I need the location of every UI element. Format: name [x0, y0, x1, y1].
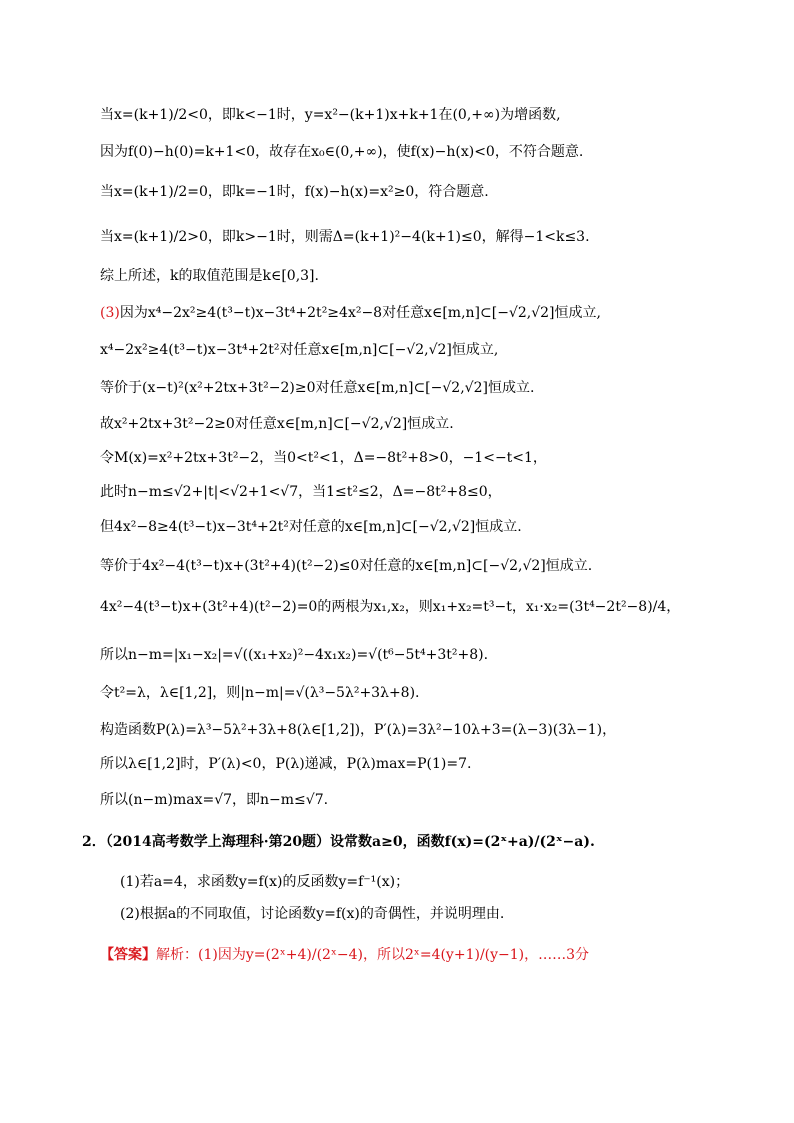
line-16: 令t²=λ，λ∈[1,2]，则|n−m|=√(λ³−5λ²+3λ+8). — [100, 685, 420, 701]
line-9: 故x²+2tx+3t²−2≥0对任意x∈[m,n]⊂[−√2,√2]恒成立. — [100, 416, 454, 432]
line-14: 4x²−4(t³−t)x+(3t²+4)(t²−2)=0的两根为x₁,x₂，则x₁+x₂=t³−t，x₁·x₂=(3t⁴−2t²−8)/4， — [100, 599, 681, 615]
subquestion-2: (2)根据a的不同取值，讨论函数y=f(x)的奇偶性，并说明理由. — [120, 906, 505, 922]
line-4: 当x=(k+1)/2>0，即k>−1时，则需Δ=(k+1)²−4(k+1)≤0，解得−1<k≤3. — [100, 229, 590, 245]
problem-2-heading: 2．（2014高考数学上海理科·第20题）设常数a≥0，函数f(x)=(2ˣ+a)/(2ˣ−a). — [82, 834, 595, 850]
line-15: 所以n−m=|x₁−x₂|=√((x₁+x₂)²−4x₁x₂)=√(t⁶−5t⁴+3t²+8). — [100, 647, 489, 663]
line-3: 当x=(k+1)/2=0，即k=−1时，f(x)−h(x)=x²≥0，符合题意. — [100, 184, 489, 200]
line-19: 所以(n−m)max=√7，即n−m≤√7. — [100, 792, 329, 808]
line-5: 综上所述，k的取值范围是k∈[0,3]. — [100, 268, 319, 284]
line-2: 因为f(0)−h(0)=k+1<0，故存在x₀∈(0,+∞)，使f(x)−h(x)<0，不符合题意. — [100, 144, 584, 160]
line-17: 构造函数P(λ)=λ³−5λ²+3λ+8(λ∈[1,2])，P′(λ)=3λ²−10λ+3=(λ−3)(3λ−1)， — [100, 722, 617, 738]
line-12: 但4x²−8≥4(t³−t)x−3t⁴+2t²对任意的x∈[m,n]⊂[−√2,√2]恒成立. — [100, 519, 522, 535]
line-10: 令M(x)=x²+2tx+3t²−2，当0<t²<1，Δ=−8t²+8>0，−1<−t<1， — [100, 450, 547, 466]
line-8: 等价于(x−t)²(x²+2tx+3t²−2)≥0对任意x∈[m,n]⊂[−√2,√2]恒成立. — [100, 380, 535, 396]
answer-text: 解析：(1)因为y=(2ˣ+4)/(2ˣ−4)，所以2ˣ=4(y+1)/(y−1)，……3分 — [156, 947, 590, 963]
line-13: 等价于4x²−4(t³−t)x+(3t²+4)(t²−2)≤0对任意的x∈[m,n]⊂[−√2,√2]恒成立. — [100, 558, 593, 574]
answer-line — [100, 945, 754, 965]
line-11: 此时n−m≤√2+|t|<√2+1<√7，当1≤t²≤2，Δ=−8t²+8≤0， — [100, 484, 502, 500]
line-7: x⁴−2x²≥4(t³−t)x−3t⁴+2t²对任意x∈[m,n]⊂[−√2,√2]恒成立, — [100, 342, 499, 358]
line-18: 所以λ∈[1,2]时，P′(λ)<0，P(λ)递减，P(λ)max=P(1)=7. — [100, 756, 472, 772]
subquestion-1: (1)若a=4，求函数y=f(x)的反函数y=f⁻¹(x)； — [120, 874, 410, 890]
answer-tag: 【答案】 — [100, 947, 156, 963]
line-1: 当x=(k+1)/2<0，即k<−1时，y=x²−(k+1)x+k+1在(0,+∞)为增函数, — [100, 107, 561, 123]
part-3-marker: (3) — [100, 305, 120, 321]
line-6: (3)因为x⁴−2x²≥4(t³−t)x−3t⁴+2t²≥4x²−8对任意x∈[m,n]⊂[−√2,√2]恒成立, — [100, 305, 601, 321]
